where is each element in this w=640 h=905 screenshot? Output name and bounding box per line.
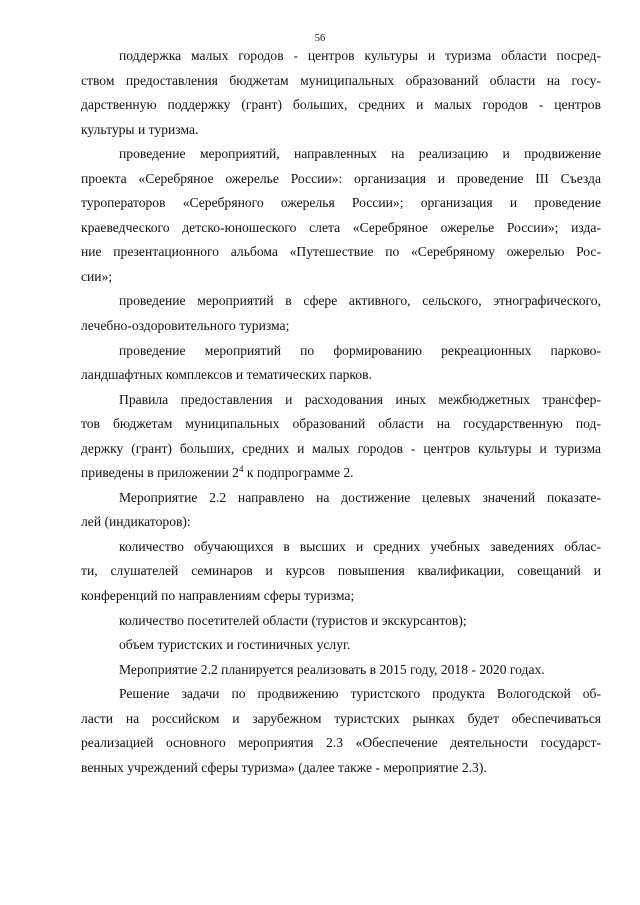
text-line: ландшафтных комплексов и тематических парков. [81, 367, 372, 383]
text-line: Мероприятие 2.2 планируется реализовать в 2015 году, 2018 - 2020 годах. [119, 661, 545, 677]
paragraph-services-volume [81, 633, 601, 658]
paragraph-silver-necklace [81, 142, 601, 289]
paragraph-recreational-parks [81, 339, 601, 388]
text-line: проведение мероприятий, направленных на реализацию и продвижение [119, 146, 601, 162]
text-line: дарственную поддержку (грант) больших, средних и малых городов - центров [81, 97, 601, 113]
text-line: Решение задачи по продвижению туристского продукта Вологодской об- [119, 686, 601, 702]
text-line: количество обучающихся в высших и средних учебных заведениях облас- [119, 538, 601, 554]
text-line: ласти на российском и зарубежном туристских рынках будет обеспечиваться [81, 710, 601, 726]
text-line: тов бюджетам муниципальных образований области на государственную под- [81, 416, 601, 432]
body-text [81, 44, 601, 780]
text-line: держку (грант) больших, средних и малых городов - центров культуры и туризма [81, 440, 601, 456]
text-line: количество посетителей области (туристов и экскурсантов); [119, 612, 467, 628]
text-line: Правила предоставления и расходования иных межбюджетных трансфер- [119, 391, 601, 407]
text-line: ством предоставления бюджетам муниципальных образований области на госу- [81, 72, 601, 88]
paragraph-students-count [81, 535, 601, 609]
paragraph-active-tourism [81, 289, 601, 338]
text-line: лей (индикаторов): [81, 514, 191, 530]
text-line: венных учреждений сферы туризма» (далее также - мероприятие 2.3). [81, 759, 487, 775]
text-line: проведение мероприятий по формированию рекреационных парково- [119, 342, 601, 358]
text-line: Мероприятие 2.2 направлено на достижение целевых значений показате- [119, 489, 601, 505]
text-line [81, 461, 601, 486]
text-line: объем туристских и гостиничных услуг. [119, 637, 351, 653]
page-number: 56 [314, 33, 326, 44]
text-line: лечебно-оздоровительного туризма; [81, 318, 290, 334]
paragraph-transfer-rules [81, 388, 601, 486]
text-line: проведение мероприятий в сфере активного, сельского, этнографического, [119, 293, 601, 309]
text-line: ти, слушателей семинаров и курсов повышения квалификации, совещаний и [81, 563, 601, 579]
text-line: проекта «Серебряное ожерелье России»: организация и проведение III Съезда [81, 170, 601, 186]
text-line: реализацией основного мероприятия 2.3 «Обеспечение деятельности государст- [81, 735, 601, 751]
text-line: культуры и туризма. [81, 121, 199, 137]
footnote-superscript: 4 [238, 464, 244, 475]
text-line: краеведческого детско-юношеского слета «Серебряное ожерелье России»; изда- [81, 219, 601, 235]
text-line: конференций по направлениям сферы туризма; [81, 588, 355, 604]
paragraph-measure-2-3 [81, 682, 601, 780]
text-line: ние презентационного альбома «Путешествие по «Серебряному ожерелью Рос- [81, 244, 601, 260]
text-fragment: приведены в приложении 2 [81, 465, 239, 481]
paragraph-measure-2-2-schedule [81, 658, 601, 683]
paragraph-measure-2-2-targets [81, 486, 601, 535]
text-line: туроператоров «Серебряного ожерелья России»; организация и проведение [81, 195, 601, 211]
text-fragment: к подпрограмме 2. [243, 465, 354, 481]
paragraph-small-towns-support [81, 44, 601, 142]
paragraph-visitors-count [81, 609, 601, 634]
text-line: поддержка малых городов - центров культуры и туризма области посред- [119, 48, 601, 63]
text-line: сии»; [81, 268, 113, 284]
